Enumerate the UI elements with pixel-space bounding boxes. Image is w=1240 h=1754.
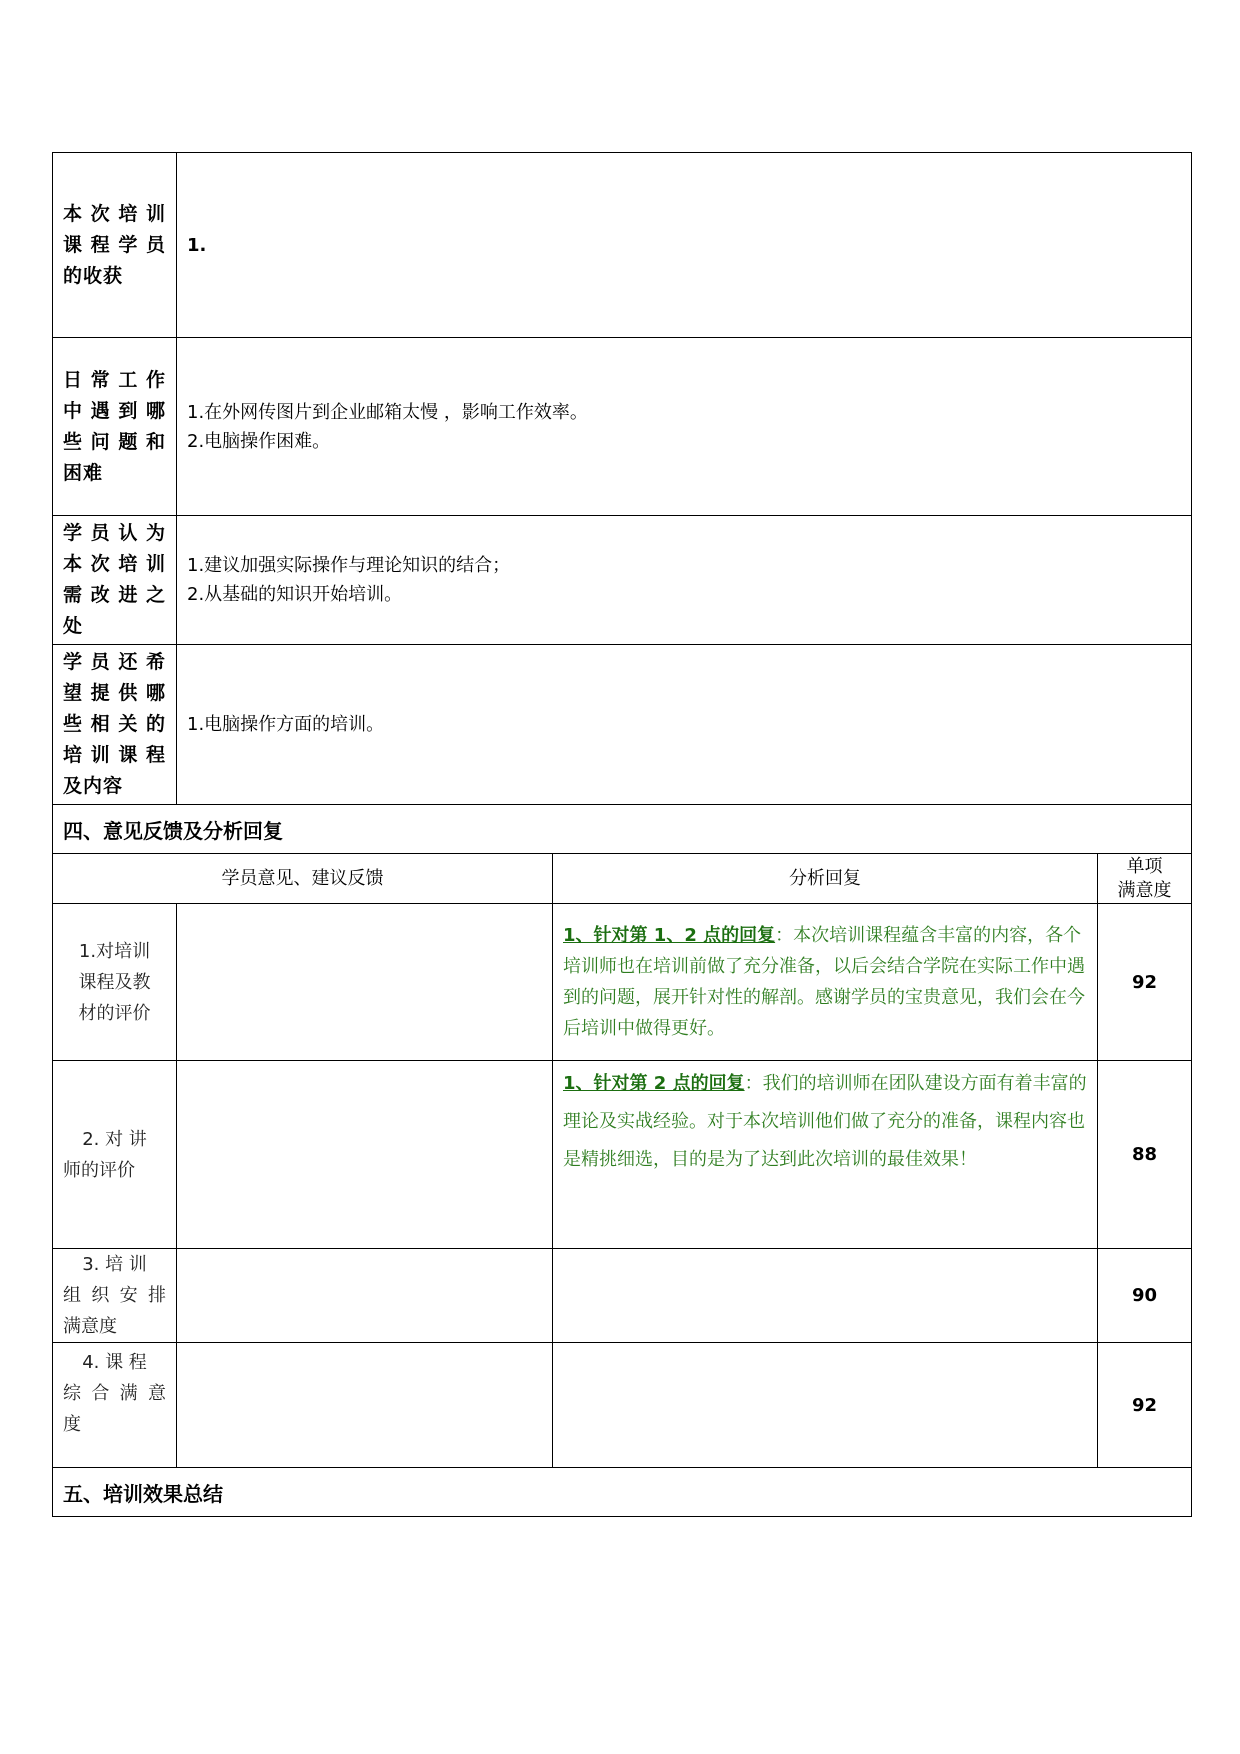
content-improvements: 1.建议加强实际操作与理论知识的结合； 2.从基础的知识开始培训。 <box>177 516 1192 645</box>
score-2: 88 <box>1098 1061 1192 1249</box>
label-desired-courses: 学员还希 望提供哪 些相关的 培训课程 及内容 <box>53 645 177 805</box>
reply-4 <box>553 1343 1098 1468</box>
feedback-2-opinion <box>177 1061 553 1249</box>
score-1: 92 <box>1098 904 1192 1061</box>
reply-1-lead: 1、针对第 1、2 点的回复 <box>563 925 776 946</box>
row-improvements <box>53 516 1192 645</box>
row-desired-courses <box>53 645 1192 805</box>
form-table <box>52 152 1192 1517</box>
header-satisfaction: 单项 满意度 <box>1098 854 1192 904</box>
section5-title: 五、培训效果总结 <box>53 1468 1192 1517</box>
label-gains: 本次培训 课程学员 的收获 <box>53 153 177 338</box>
evaluation-form <box>52 152 1191 1517</box>
reply-3 <box>553 1249 1098 1343</box>
reply-1-text: ：本次培训课程蕴含丰富的内容，各个培训师也在培训前做了充分准备，以后会结合学院在实际工作中遇到的问题，展开针对性的解剖。感谢学员的宝贵意见，我们会在今后培训中做得更好。 <box>563 925 1085 1039</box>
section4-title: 四、意见反馈及分析回复 <box>53 805 1192 854</box>
content-problems: 1.在外网传图片到企业邮箱太慢 ，影响工作效率。 2.电脑操作困难。 <box>177 338 1192 516</box>
row-feedback-4 <box>53 1343 1192 1468</box>
row-feedback-2 <box>53 1061 1192 1249</box>
feedback-4-opinion <box>177 1343 553 1468</box>
label-improvements: 学员认为 本次培训 需改进之 处 <box>53 516 177 645</box>
row-feedback-3 <box>53 1249 1192 1343</box>
item-organization: 3. 培 训 组 织 安 排 满意度 <box>53 1249 177 1343</box>
header-feedback: 学员意见、建议反馈 <box>53 854 553 904</box>
feedback-1-opinion <box>177 904 553 1061</box>
content-gains: 1. <box>177 153 1192 338</box>
row-feedback-1 <box>53 904 1192 1061</box>
feedback-3-opinion <box>177 1249 553 1343</box>
reply-2 <box>553 1061 1098 1249</box>
row-feedback-header <box>53 854 1192 904</box>
item-course-materials: 1.对培训 课程及教 材的评价 <box>53 904 177 1061</box>
row-section4 <box>53 805 1192 854</box>
content-desired-courses: 1.电脑操作方面的培训。 <box>177 645 1192 805</box>
score-3: 90 <box>1098 1249 1192 1343</box>
label-problems: 日常工作 中遇到哪 些问题和 困难 <box>53 338 177 516</box>
score-4: 92 <box>1098 1343 1192 1468</box>
reply-1 <box>553 904 1098 1061</box>
row-problems <box>53 338 1192 516</box>
header-reply: 分析回复 <box>553 854 1098 904</box>
reply-2-lead: 1、针对第 2 点的回复 <box>563 1073 745 1094</box>
reply-2-text: ：我们的培训师在团队建设方面有着丰富的理论及实战经验。对于本次培训他们做了充分的准备，课程内容也是精挑细选，目的是为了达到此次培训的最佳效果！ <box>563 1073 1087 1170</box>
row-gains <box>53 153 1192 338</box>
item-overall: 4. 课 程 综 合 满 意 度 <box>53 1343 177 1468</box>
row-section5 <box>53 1468 1192 1517</box>
item-trainer: 2. 对 讲 师的评价 <box>53 1061 177 1249</box>
